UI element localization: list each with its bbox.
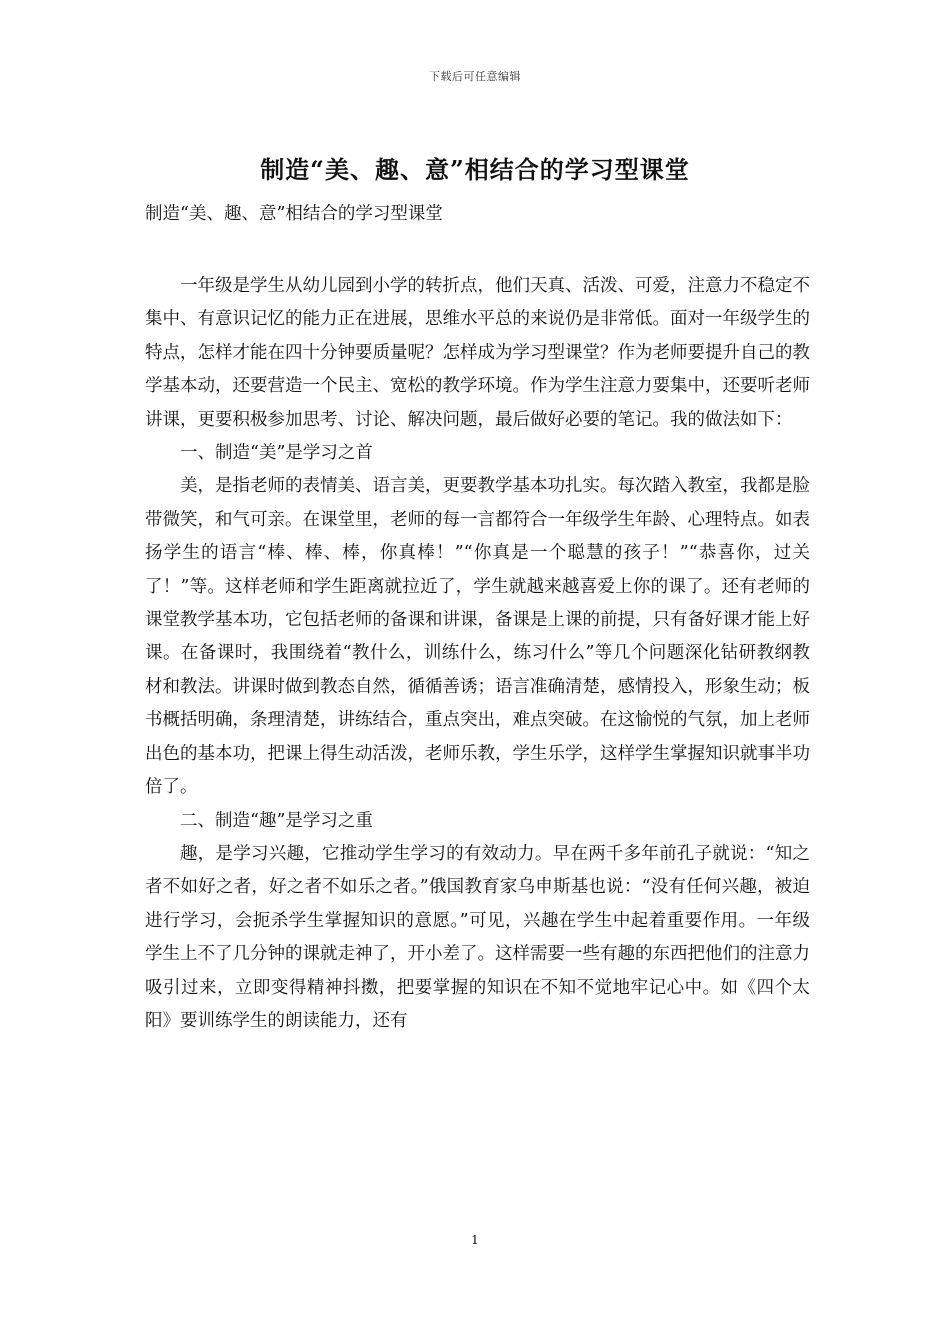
intro-paragraph: 一年级是学生从幼儿园到小学的转折点，他们天真、活泼、可爱，注意力不稳定不集中、有意识记忆的能力正在进展，思维水平总的来说仍是非常低。面对一年级学生的特点，怎样才能在四十分钟要质量呢？怎样成为学习型课堂？作为老师要提升自己的教学基本动，还要营造一个民主、宽松的教学环境。作为学生注意力要集中，还要听老师讲课，更要积极参加思考、讨论、解决问题，最后做好必要的笔记。我的做法如下： (145, 276, 810, 430)
document-title: 制造“美、趣、意”相结合的学习型课堂 (260, 155, 690, 184)
section-heading-interest: 二、制造“趣”是学习之重 (180, 810, 373, 831)
section-heading-beauty: 一、制造“美”是学习之首 (180, 443, 373, 464)
page-number: 1 (471, 1233, 479, 1247)
document-subtitle: 制造“美、趣、意”相结合的学习型课堂 (145, 204, 443, 224)
header-note: 下载后可任意编辑 (429, 70, 521, 83)
interest-paragraph: 趣，是学习兴趣，它推动学生学习的有效动力。早在两千多年前孔子就说：“知之者不如好之者，好之者不如乐之者。”俄国教育家乌申斯基也说：“没有任何兴趣，被迫进行学习，会扼杀学生掌握知识的意愿。”可见，兴趣在学生中起着重要作用。一年级学生上不了几分钟的课就走神了，开小差了。这样需要一些有趣的东西把他们的注意力吸引过来，立即变得精神抖擞，把要掌握的知识在不知不觉地牢记心中。如《四个太阳》要训练学生的朗读能力，还有 (145, 843, 810, 1031)
document-body (145, 270, 810, 1038)
beauty-paragraph: 美，是指老师的表情美、语言美，更要教学基本功扎实。每次踏入教室，我都是脸带微笑，和气可亲。在课堂里，老师的每一言都符合一年级学生年龄、心理特点。如表扬学生的语言“棒、棒、棒，你真棒！”“你真是一个聪慧的孩子！”“恭喜你，过关了！”等。这样老师和学生距离就拉近了，学生就越来越喜爱上你的课了。还有老师的课堂教学基本功，它包括老师的备课和讲课，备课是上课的前提，只有备好课才能上好课。在备课时，我围绕着“教什么，训练什么，练习什么”等几个问题深化钻研教纲教材和教法。讲课时做到教态自然，循循善诱；语言准确清楚，感情投入，形象生动；板书概括明确，条理清楚，讲练结合，重点突出，难点突破。在这愉悦的气氛，加上老师出色的基本功，把课上得生动活泼，老师乐教，学生乐学，这样学生掌握知识就事半功倍了。 (145, 476, 810, 798)
